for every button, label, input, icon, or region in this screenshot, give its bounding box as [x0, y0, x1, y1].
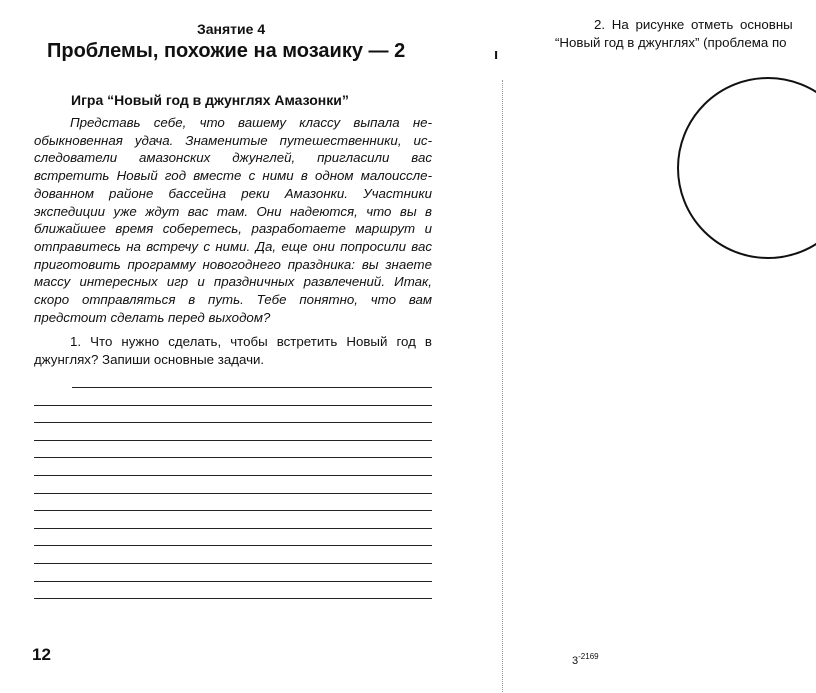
answer-line[interactable]	[34, 528, 432, 529]
answer-line[interactable]	[34, 545, 432, 546]
answer-line[interactable]	[34, 493, 432, 494]
binding-mark: ı	[494, 46, 499, 63]
drawing-circle	[677, 77, 816, 259]
answer-line[interactable]	[34, 563, 432, 564]
answer-line[interactable]	[34, 440, 432, 441]
story-paragraph: Представь себе, что вашему классу выпала необыкновенная удача. Знаменитые путешественники, исследователи амазонских джунглей, пригласили вас встретить Новый год вместе с ними в одном малоисследованном районе бассейна реки Амазонки. Участники экспедиции уже ждут вас там. Они надеются, что вы в ближайшее время соберетесь, разработаете маршрут и отправитесь на встречу с ними. Да, еще они попросили вас приготовить программу новогоднего праздника: вы знаете массу интересных игр и праздничных развлечений. Итак, скоро отправляться в путь. Тебе понятно, что вам предстоит сделать перед выходом?	[34, 115, 432, 325]
answer-line[interactable]	[34, 581, 432, 582]
answer-line[interactable]	[34, 475, 432, 476]
page-number-right-base: 3	[572, 655, 579, 667]
page-number-right	[572, 652, 599, 667]
lesson-label: Занятие 4	[197, 21, 266, 37]
answer-line[interactable]	[34, 457, 432, 458]
binding-divider	[502, 80, 503, 692]
answer-line[interactable]	[72, 387, 432, 388]
answer-line[interactable]	[34, 510, 432, 511]
answer-line[interactable]	[34, 422, 432, 423]
answer-line[interactable]	[34, 405, 432, 406]
page-number-left: 12	[32, 645, 51, 664]
page-number-right-sup: -2169	[578, 652, 599, 661]
question-1: 1. Что нужно сделать, чтобы встретить Новый год в джунглях? Запиши основные задачи.	[34, 334, 432, 367]
answer-line[interactable]	[34, 598, 432, 599]
question-2: 2. На рисунке отметь основны	[594, 17, 793, 32]
game-title: Игра “Новый год в джунглях Амазонки”	[71, 92, 349, 108]
lesson-title: Проблемы, похожие на мозаику — 2	[47, 40, 406, 62]
question-2-continuation: “Новый год в джунглях” (проблема по	[555, 35, 787, 50]
